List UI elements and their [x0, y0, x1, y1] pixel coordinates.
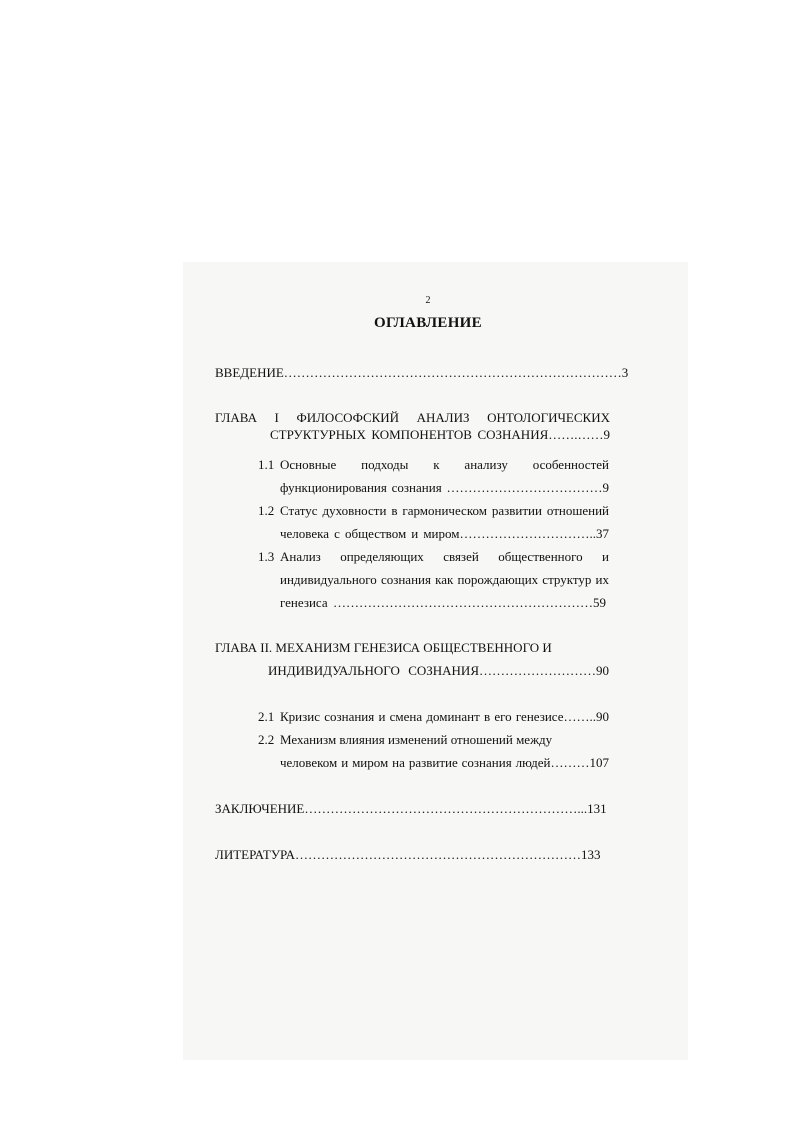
toc-chapter-1-line-2[interactable]: СТРУКТУРНЫХ КОМПОНЕНТОВ СОЗНАНИЯ…….……9: [270, 427, 610, 442]
toc-section-2-2-number: 2.2: [258, 732, 275, 747]
toc-section-1-2-number: 1.2: [258, 503, 275, 518]
toc-section-1-2-line-1[interactable]: Статус духовности в гармоническом развитии отношений: [280, 503, 609, 518]
toc-entry-conclusion[interactable]: ЗАКЛЮЧЕНИЕ………………………………………………………...131: [215, 801, 607, 816]
toc-chapter-2-line-2[interactable]: ИНДИВИДУАЛЬНОГО СОЗНАНИЯ………………………90: [268, 663, 609, 678]
toc-section-2-1-number: 2.1: [258, 709, 275, 724]
toc-section-2-2-line-1[interactable]: Механизм влияния изменений отношений между: [280, 732, 553, 747]
toc-section-1-3-line-3[interactable]: генезиса ……………………………………………………59: [280, 595, 606, 610]
toc-section-1-1-line-1[interactable]: Основные подходы к анализу особенностей: [280, 457, 609, 472]
toc-section-1-2-line-2[interactable]: человека с обществом и миром…………………………..37: [280, 526, 609, 541]
toc-entry-literature[interactable]: ЛИТЕРАТУРА…………………………………………………………133: [215, 847, 601, 862]
toc-section-2-1-line-1[interactable]: Кризис сознания и смена доминант в его генезисе……..90: [280, 709, 609, 724]
toc-entry-intro[interactable]: ВВЕДЕНИЕ……………………………………………………………………3: [215, 365, 629, 380]
toc-section-1-3-line-2[interactable]: индивидуального сознания как порождающих структур их: [280, 572, 609, 587]
toc-section-1-1-line-2[interactable]: функционирования сознания ………………………………9: [280, 480, 609, 495]
page-title: ОГЛАВЛЕНИЕ: [374, 315, 482, 331]
scanned-page-background: [183, 262, 688, 1060]
toc-chapter-1-line-1[interactable]: ГЛАВА I ФИЛОСОФСКИЙ АНАЛИЗ ОНТОЛОГИЧЕСКИХ: [215, 410, 610, 425]
toc-section-1-3-line-1[interactable]: Анализ определяющих связей общественного и: [280, 549, 609, 564]
toc-section-1-3-number: 1.3: [258, 549, 275, 564]
page-number: 2: [425, 295, 431, 306]
toc-section-2-2-line-2[interactable]: человеком и миром на развитие сознания людей………107: [280, 755, 609, 770]
toc-section-1-1-number: 1.1: [258, 457, 275, 472]
toc-chapter-2-line-1[interactable]: ГЛАВА II. МЕХАНИЗМ ГЕНЕЗИСА ОБЩЕСТВЕННОГО И: [215, 640, 552, 655]
